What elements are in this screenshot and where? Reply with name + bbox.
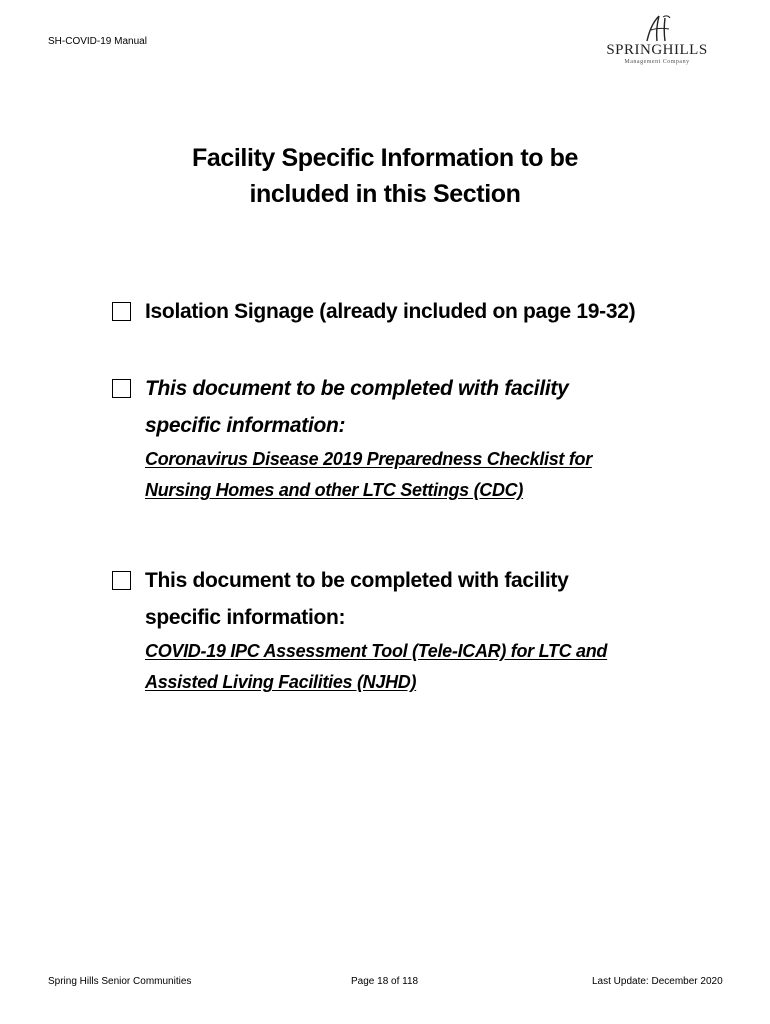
footer-left: Spring Hills Senior Communities <box>48 976 192 987</box>
footer-last-update: Last Update: December 2020 <box>592 976 723 987</box>
heading-line-2: included in this Section <box>249 180 521 208</box>
item-text-line-2: specific information: <box>145 414 346 437</box>
checkbox[interactable] <box>112 379 131 398</box>
document-link-line-2[interactable]: Assisted Living Facilities (NJHD) <box>145 672 417 692</box>
item-text: Isolation Signage (already included on page 19-32) <box>145 300 636 323</box>
document-header-title: SH-COVID-19 Manual <box>48 36 147 47</box>
footer-page-number: Page 18 of 118 <box>351 976 419 987</box>
logo-subtitle: Management Company <box>624 59 690 65</box>
checkbox[interactable] <box>112 302 131 321</box>
page-heading <box>0 140 770 212</box>
heading-line-1: Facility Specific Information to be <box>191 144 579 172</box>
logo-wordmark: SPRINGHILLS <box>606 42 708 58</box>
document-link-line-1[interactable]: Coronavirus Disease 2019 Preparedness Checklist for <box>145 449 592 469</box>
item-text-line-1: This document to be completed with facility <box>145 377 569 400</box>
checkbox[interactable] <box>112 571 131 590</box>
spring-hills-logo <box>598 14 716 78</box>
item-text-line-2: specific information: <box>145 606 346 629</box>
document-link-line-2[interactable]: Nursing Homes and other LTC Settings (CDC) <box>145 480 524 500</box>
document-link-line-1[interactable]: COVID-19 IPC Assessment Tool (Tele-ICAR) for LTC and <box>145 641 608 661</box>
item-text-line-1: This document to be completed with facility <box>145 569 569 592</box>
spring-hills-monogram-icon <box>637 14 677 44</box>
